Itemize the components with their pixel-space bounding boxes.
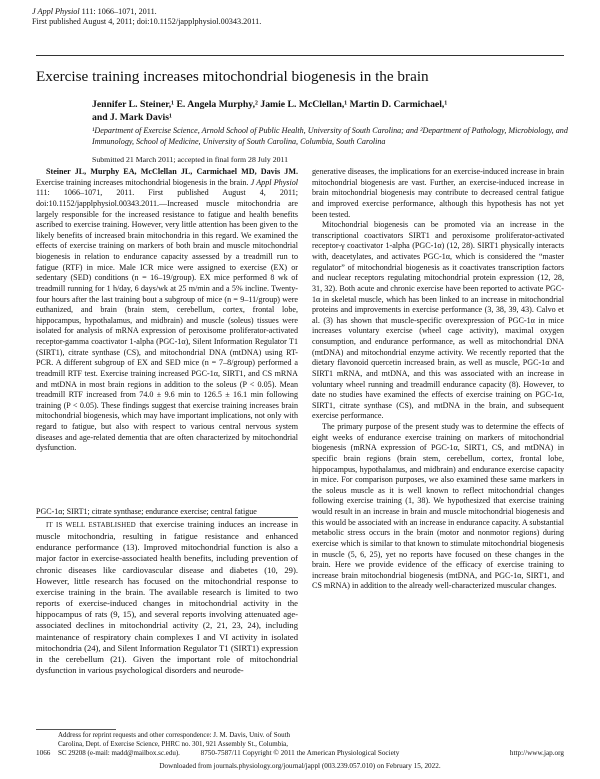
article-title: Exercise training increases mitochondrial biogenesis in the brain <box>36 68 429 85</box>
right-column <box>312 167 564 592</box>
authors-line-2: and J. Mark Davis¹ <box>92 111 172 123</box>
journal-header <box>32 7 261 27</box>
intro-lead-caps: IT IS WELL ESTABLISHED <box>46 522 136 529</box>
footnote-rule <box>36 729 116 730</box>
abstract-citation: Exercise training increases mitochondrial biogenesis in the brain. <box>36 177 249 187</box>
intro-continuation: generative diseases, the implications for an exercise-induced increase in brain mitochondrial biogenesis are vast. Further, an exercise-induced increase in brain mitochondrial biogenesis may contribute to decreased central fatigue and improved exercise performance, although this hypothesis has not yet been tested. <box>312 167 564 219</box>
copyright: 8750-7587/11 Copyright © 2011 the American Physiological Society <box>200 749 400 757</box>
intro-paragraph-1: that exercise training induces an increase in muscle mitochondria, resulting in fatigue resistance and enhanced endurance performance (13). Improved mitochondrial function is also a major factor in exercise-associated health benefits, including prevention of chronic diseases like cardiovascular disease and diabetes (10, 29). However, little research has focused on the mitochondrial response to exercise training in the brain. The available research is limited to two reports of exercise-induced changes in mitochondrial activity in the hippocampus of rats (9, 15), and several reports involving attenuated age-associated declines in mitochondrial activity (2, 21, 23, 24), including maintenance of respiratory chain complexes I and VI activity in isolated mitochondria (24), and Silent Information Regulator T1 (SIRT1) expression in the cerebellum (21). Given the important role of mitochondrial dysfunction in various psychological disorders and neurode- <box>36 519 298 676</box>
journal-name: J Appl Physiol <box>32 7 80 16</box>
intro-paragraph-2: Mitochondrial biogenesis can be promoted via an increase in the transcriptional coactivators SIRT1 and peroxisome proliferator-activated receptor-γ coactivator 1-alpha (PGC-1α) (12, 28). SIRT1 physically interacts with, deacetylates, and activates PGC-1α, which is considered the “master regulator” of mitochondrial biogenesis as it coactivates transcription factors and nuclear receptors regulating mitochondrial protein expression (12, 28, 31, 32). Both acute and chronic exercise have been reported to activate PGC-1α in skeletal muscle, which has been linked to an increase in mitochondrial proteins and improvements in exercise performance (3, 38, 39, 43). Calvo et al. (3) has shown that muscle-specific overexpression of PGC-1α in mice increases voluntary exercise (wheel cage activity), maximal oxygen consumption, and endurance performance, as well as mitochondrial DNA (mtDNA) and mitochondrial enzyme activity. We recently reported that the dietary flavonoid quercetin increased brain, as well as muscle, PGC-1α and SIRT1 mRNA, and mtDNA, and this was associated with an increase in voluntary wheel running and treadmill endurance capacity (8). However, to date no studies have examined the effects of exercise training on PGC-1α, SIRT1, citrate synthase (CS), and mtDNA in the brain, and subsequent exercise performance. <box>312 220 564 421</box>
keywords: PGC-1α; SIRT1; citrate synthase; endurance exercise; central fatigue <box>36 507 257 516</box>
abstract <box>36 167 298 454</box>
page-number: 1066 <box>36 749 51 757</box>
intro-paragraph-3: The primary purpose of the present study was to determine the effects of eight weeks of endurance exercise training on markers of mitochondrial biogenesis (mRNA expression of PGC-1α, SIRT1, CS, and mtDNA) in specific brain regions (brain stem, cerebellum, cortex, frontal lobe, hippocampus, hypothalamus, and midbrain) and endurance exercise capacity in mice. For comparison purposes, we also examined these same markers in the soleus muscle as it is well known to reflect mitochondrial changes following exercise training (1, 38). We hypothesized that exercise training would result in an increase in brain and muscle mitochondrial biogenesis and this would be associated with an increase in endurance capacity. A substantial metabolic stress occurs in the brain (motor and nonmotor regions) during exercise which is similar to that known to stimulate mitochondrial biogenesis in muscle (5, 6, 25), yet no reports have focused on these changes in the brain. Here we provide evidence of the efficacy of exercise training to increase brain mitochondrial biogenesis (mtDNA, and PGC-1α, SIRT1, and CS mRNA) in addition to the already well-characterized muscular changes. <box>312 422 564 591</box>
correspondence-footnote: Address for reprint requests and other correspondence: J. M. Davis, Univ. of South Carolina, Dept. of Exercise Science, PHRC no. 301, 921 Assembly St., Columbia, SC 29208 (e-mail: madd@mailbox.sc.edu). <box>58 731 291 757</box>
abstract-lead: Steiner JL, Murphy EA, McClellan JL, Carmichael MD, Davis JM. <box>46 167 298 176</box>
abstract-journal-ref: J Appl Physiol <box>250 177 298 187</box>
download-note: Downloaded from journals.physiology.org/journal/jappl (003.239.057.010) on February 15, 2022. <box>159 762 441 770</box>
affiliations: ¹Department of Exercise Science, Arnold School of Public Health, University of South Carolina; and ²Department of Pathology, Microbiology, and Immunology, School of Medicine, University of South Carolina, Columbia, South Carolina <box>92 126 568 146</box>
header-rule <box>36 55 564 56</box>
author-list <box>92 99 572 124</box>
journal-website-link[interactable]: http://www.jap.org <box>509 749 564 757</box>
authors-line-1: Jennifer L. Steiner,¹ E. Angela Murphy,² Jamie L. McClellan,¹ Martin D. Carmichael,¹ <box>92 99 448 110</box>
journal-citation: 111: 1066–1071, 2011. <box>81 7 157 16</box>
published-line: First published August 4, 2011; doi:10.1152/japplphysiol.00343.2011. <box>32 17 262 27</box>
abstract-rule <box>36 517 298 518</box>
introduction <box>36 519 298 676</box>
journal-citation-line <box>32 7 261 17</box>
abstract-body: 111: 1066–1071, 2011. First published August 4, 2011; doi:10.1152/japplphysiol.00343.2011.—Increased muscle mitochondria are largely responsible for the increased resistance to fatigue and health benefits ascribed to exercise training. However, very little attention has been given to the likely benefits of increased brain mitochondria in this regard. We examined the effects of exercise training on markers of both brain and muscle mitochondrial biogenesis in relation to endurance capacity assessed by a treadmill run to fatigue (RTF) in mice. Male ICR mice were assigned to exercise (EX) or sedentary (SED) conditions (n = 16–19/group). EX mice performed 8 wk of treadmill running for 1 h/day, 6 days/wk at 25 m/min and a 5% incline. Twenty-four hours after the last training bout a subgroup of mice (n = 9–11/group) were euthanized, and brain (brain stem, cerebellum, cortex, frontal lobe, hippocampus, hypothalamus, and midbrain) and muscle (soleus) tissues were isolated for analysis of mRNA expression of peroxisome proliferator-activated receptor-gamma coactivator 1-alpha (PGC-1α), Silent Information Regulator T1 (SIRT1), citrate synthase (CS), and mitochondrial DNA (mtDNA) using RT-PCR. A different subgroup of EX and SED mice (n = 7–8/group) performed a treadmill RTF test. Exercise training increased PGC-1α, SIRT1, and CS mRNA and mtDNA in most brain regions in addition to the soleus (P < 0.05). Mean treadmill RTF increased from 74.0 ± 9.6 min to 126.5 ± 16.1 min following training (P < 0.05). These findings suggest that exercise training increases brain mitochondrial biogenesis, which may have important implications, not only with regard to fatigue, but also with respect to various central nervous system diseases and age-related dementia that are often characterized by mitochondrial dysfunction. <box>36 188 298 453</box>
submission-dates: Submitted 21 March 2011; accepted in final form 28 July 2011 <box>92 155 289 164</box>
